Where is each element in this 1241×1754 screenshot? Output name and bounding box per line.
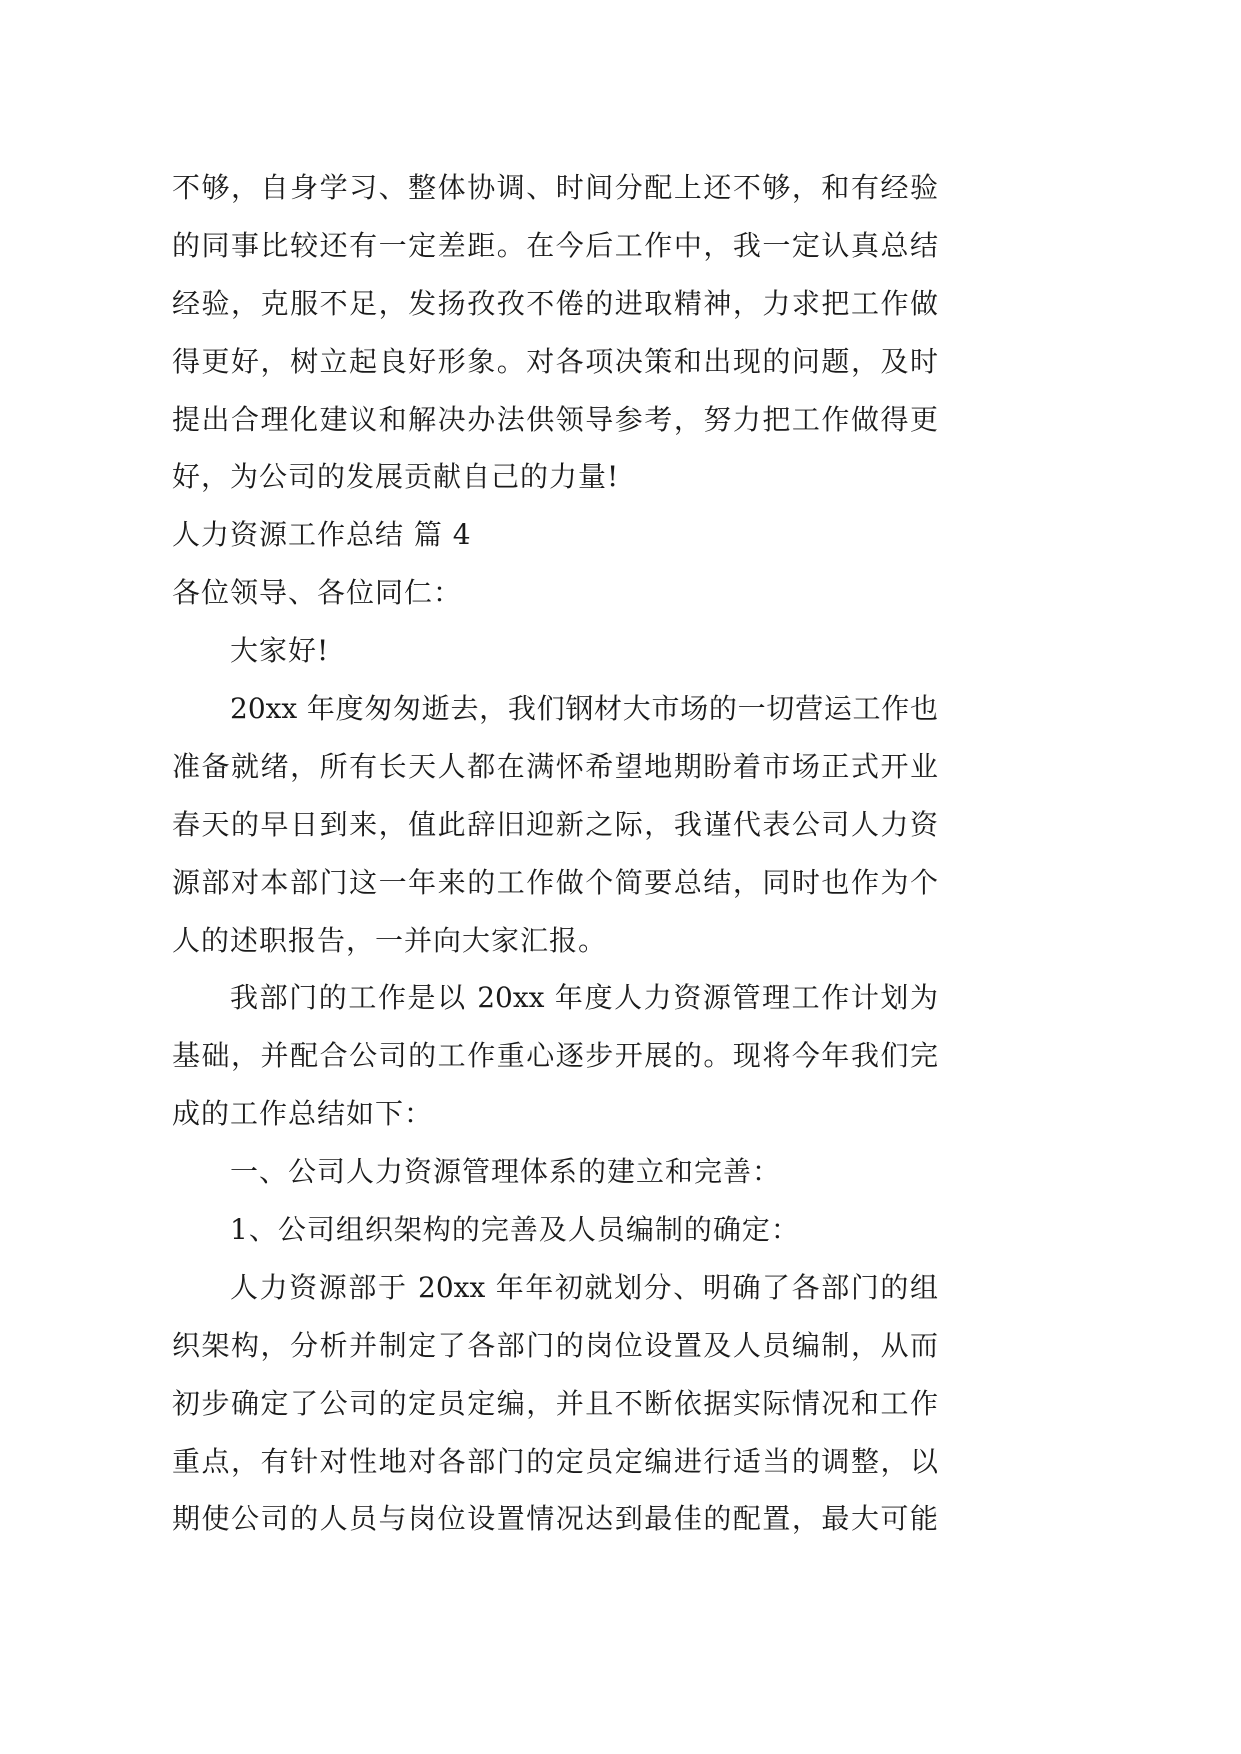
document-body	[172, 159, 938, 1548]
paragraph-line: 重点，有针对性地对各部门的定员定编进行适当的调整，以	[172, 1444, 938, 1478]
paragraph-line: 期使公司的人员与岗位设置情况达到最佳的配置，最大可能	[172, 1502, 938, 1536]
paragraph-line: 人的述职报告，一并向大家汇报。	[172, 923, 608, 957]
salutation: 各位领导、各位同仁：	[172, 576, 463, 610]
greeting: 大家好!	[230, 634, 330, 668]
paragraph-line: 织架构，分析并制定了各部门的岗位设置及人员编制，从而	[172, 1328, 938, 1362]
paragraph-line: 人力资源部于 20xx 年年初就划分、明确了各部门的组	[230, 1270, 938, 1304]
paragraph-line: 我部门的工作是以 20xx 年度人力资源管理工作计划为	[230, 981, 938, 1015]
paragraph-line: 春天的早日到来，值此辞旧迎新之际，我谨代表公司人力资	[172, 807, 938, 841]
paragraph-line: 初步确定了公司的定员定编，并且不断依据实际情况和工作	[172, 1386, 938, 1420]
subheading: 一、公司人力资源管理体系的建立和完善：	[230, 1155, 782, 1189]
paragraph-line: 得更好，树立起良好形象。对各项决策和出现的问题，及时	[172, 344, 938, 378]
paragraph-line: 准备就绪，所有长天人都在满怀希望地期盼着市场正式开业	[172, 749, 938, 783]
paragraph-line: 基础，并配合公司的工作重心逐步开展的。现将今年我们完	[172, 1039, 938, 1073]
subheading: 1、公司组织架构的完善及人员编制的确定：	[230, 1213, 800, 1247]
paragraph-line: 经验，克服不足，发扬孜孜不倦的进取精神，力求把工作做	[172, 286, 938, 320]
paragraph-line: 成的工作总结如下：	[172, 1097, 434, 1131]
paragraph-line: 20xx 年度匆匆逝去，我们钢材大市场的一切营运工作也	[230, 692, 938, 726]
paragraph-line: 的同事比较还有一定差距。在今后工作中，我一定认真总结	[172, 228, 938, 262]
paragraph-line: 源部对本部门这一年来的工作做个简要总结，同时也作为个	[172, 865, 938, 899]
paragraph-line: 好，为公司的发展贡献自己的力量!	[172, 460, 620, 494]
paragraph-line: 提出合理化建议和解决办法供领导参考，努力把工作做得更	[172, 402, 938, 436]
section-heading: 人力资源工作总结 篇 4	[172, 518, 472, 552]
paragraph-line: 不够，自身学习、整体协调、时间分配上还不够，和有经验	[172, 171, 938, 204]
